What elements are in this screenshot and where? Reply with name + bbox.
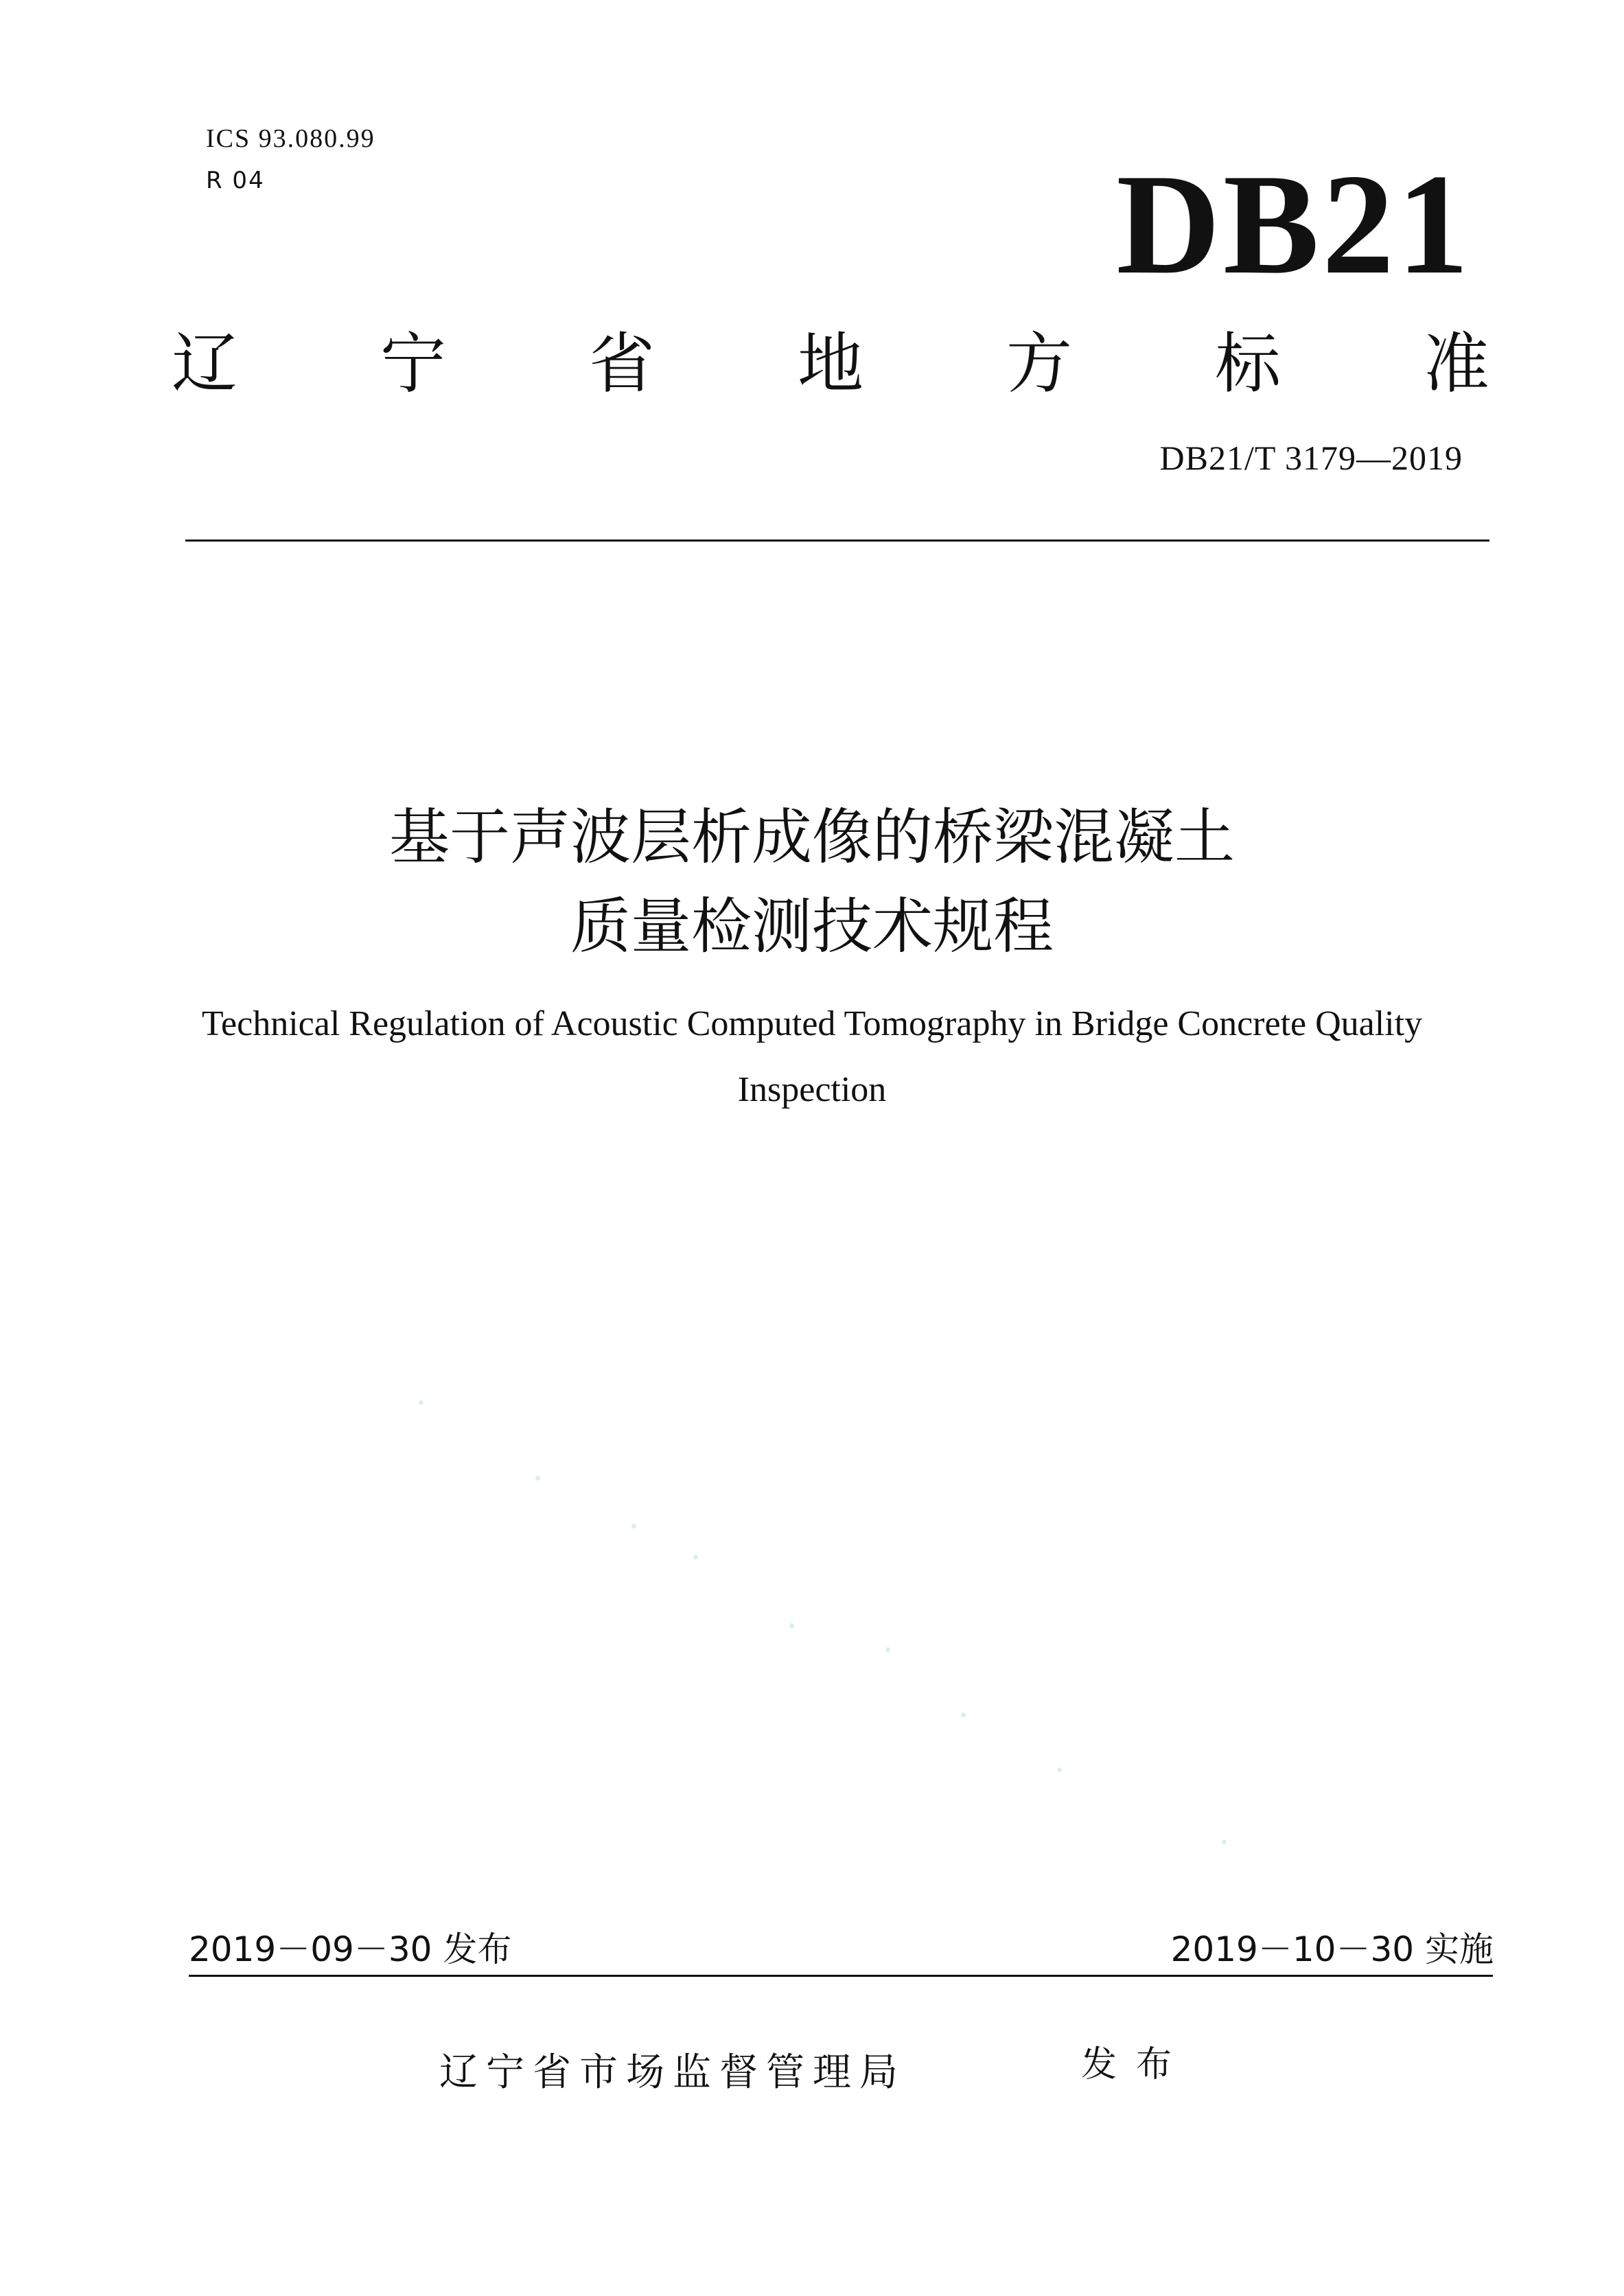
standard-type-char: 宁	[380, 325, 446, 402]
scan-speck	[535, 1476, 540, 1481]
standard-type-char: 辽	[172, 325, 237, 402]
standard-type-char: 方	[1006, 325, 1072, 402]
english-title-line-2: Inspection	[737, 1070, 887, 1109]
issued-label: 发布	[1081, 2044, 1192, 2085]
standard-type-char: 准	[1424, 325, 1489, 402]
standard-type-char: 标	[1215, 325, 1281, 402]
standard-type-heading	[172, 323, 1489, 405]
scan-speck	[789, 1623, 794, 1628]
header-divider	[185, 540, 1489, 542]
standard-type-char: 地	[798, 325, 863, 402]
scan-speck	[631, 1524, 636, 1529]
english-title-line-1: Technical Regulation of Acoustic Computed Tomography in Bridge Concrete Quality	[201, 1004, 1423, 1043]
implementation-date: 2019－10－30 实施	[1170, 1929, 1494, 1969]
classification-code: R 04	[206, 167, 265, 194]
issue-date: 2019－09－30 发布	[189, 1929, 512, 1969]
chinese-title-line-1: 基于声波层析成像的桥梁混凝土	[388, 802, 1235, 872]
issuing-authority: 辽宁省市场监督管理局	[439, 2050, 906, 2095]
standard-code-logo: DB21	[1116, 145, 1472, 304]
standard-type-char: 省	[589, 325, 655, 402]
chinese-title-line-2: 质量检测技术规程	[570, 891, 1054, 962]
ics-code: ICS 93.080.99	[206, 124, 375, 153]
scan-speck	[419, 1400, 424, 1405]
standard-number: DB21/T 3179—2019	[1159, 439, 1463, 477]
scan-speck	[1057, 1767, 1062, 1772]
scan-speck	[1222, 1840, 1227, 1844]
scan-speck	[885, 1647, 890, 1652]
scan-speck	[693, 1555, 698, 1559]
scan-speck	[961, 1713, 966, 1717]
footer-divider	[189, 1975, 1493, 1977]
